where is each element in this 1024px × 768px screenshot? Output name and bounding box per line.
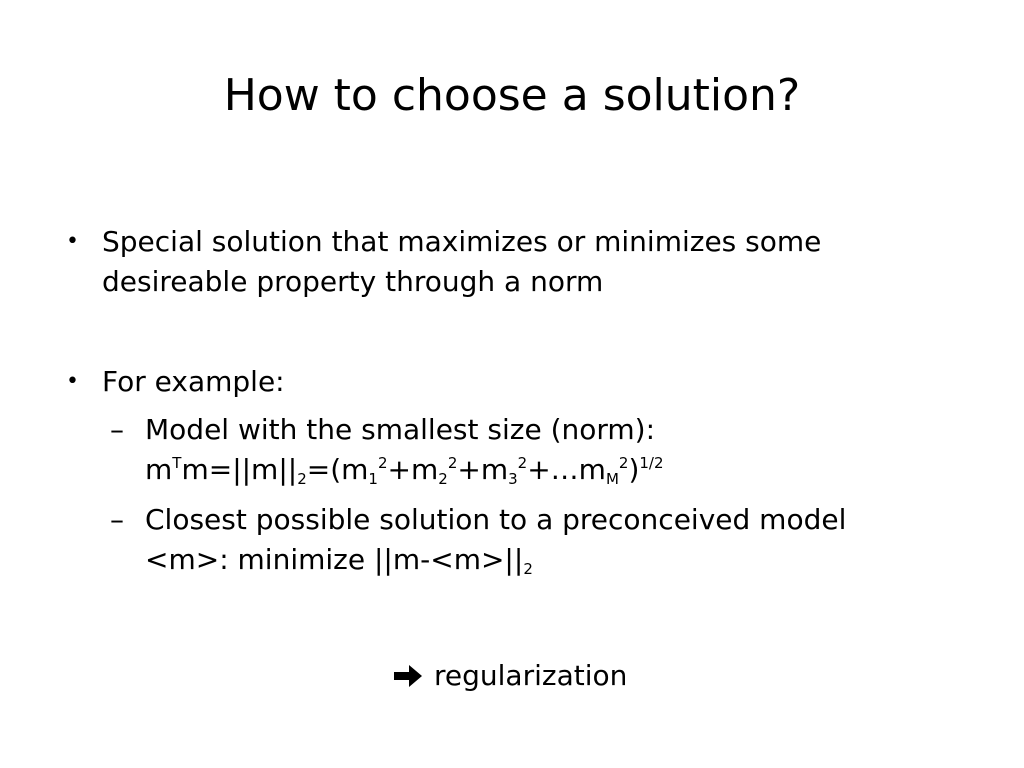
sub-item-line: Closest possible solution to a preconceived model — [145, 503, 847, 536]
conclusion — [394, 656, 627, 696]
formula-part: <m>: minimize ||m-<m>|| — [145, 543, 524, 576]
formula-superscript: 1/2 — [639, 454, 664, 472]
formula-part: +…m — [527, 453, 606, 486]
slide-title: How to choose a solution? — [223, 70, 801, 121]
bullet-text — [102, 222, 982, 302]
bullet-text: For example: — [102, 365, 285, 398]
formula-part: + — [457, 453, 481, 486]
sub-item-text — [145, 410, 664, 490]
formula-superscript: 2 — [447, 454, 458, 472]
formula-subscript: 3 — [508, 470, 518, 488]
formula-part: m — [145, 453, 173, 486]
formula-superscript: T — [172, 454, 182, 472]
formula-superscript: 2 — [618, 454, 629, 472]
bullet-line: desireable property through a norm — [102, 265, 604, 298]
formula-subscript: 2 — [523, 560, 533, 578]
formula-subscript: 1 — [368, 470, 378, 488]
norm-formula — [145, 450, 664, 490]
arrow-right-icon — [394, 656, 422, 696]
conclusion-text: regularization — [434, 659, 628, 692]
dash-marker: – — [110, 413, 124, 446]
formula-part: ) — [628, 453, 640, 486]
dash-marker: – — [110, 503, 124, 536]
sub-item-text — [145, 500, 846, 580]
formula-superscript: 2 — [517, 454, 528, 472]
formula-subscript: 2 — [438, 470, 448, 488]
bullet-marker: • — [66, 369, 79, 394]
formula-part: + — [387, 453, 411, 486]
bullet-marker: • — [66, 229, 79, 254]
formula-superscript: 2 — [377, 454, 388, 472]
sub-item-line: Model with the smallest size (norm): — [145, 413, 656, 446]
formula-part: =(m — [306, 453, 369, 486]
formula-part: m — [410, 453, 439, 486]
formula-subscript: M — [605, 470, 619, 488]
formula-subscript: 2 — [297, 470, 307, 488]
bullet-line: Special solution that maximizes or minimizes some — [102, 225, 822, 258]
formula-part: m=||m|| — [181, 453, 298, 486]
sub-item-line — [145, 540, 846, 580]
formula-part: m — [480, 453, 509, 486]
